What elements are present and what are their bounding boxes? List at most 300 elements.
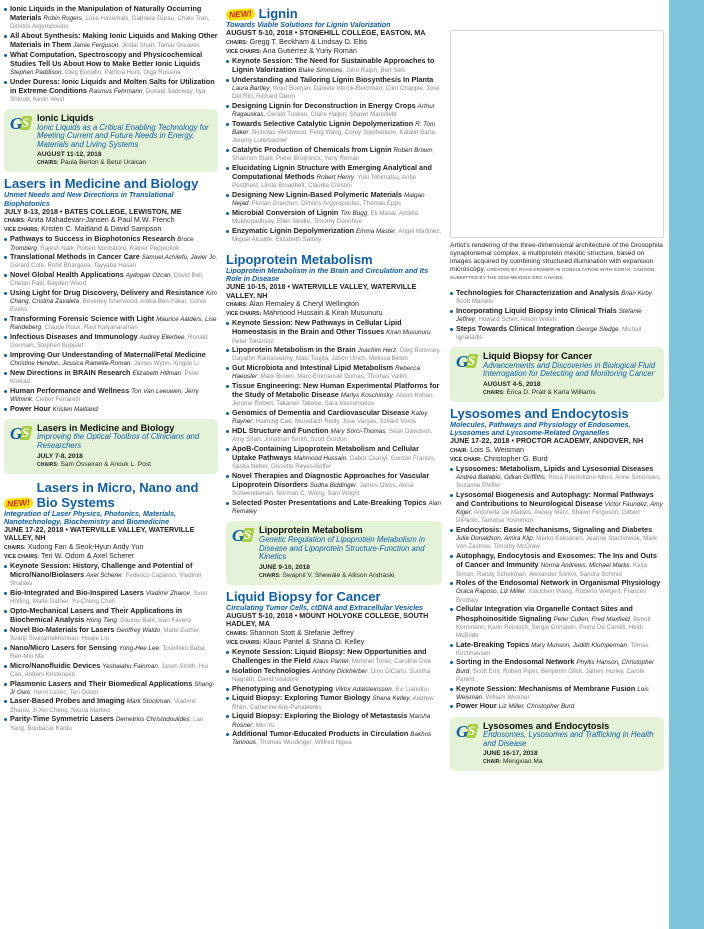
session-speakers: , Rosa Puertollano-Moro, Anne Simonsen, Suzanne Pfeffer <box>456 474 661 490</box>
conference-lipoprotein <box>226 252 442 517</box>
seminar-subtitle: Ionic Liquids as a Critical Enabling Technology for Meeting Current and Future Needs in Energy, Materials and Living Systems <box>37 122 209 149</box>
session-speakers: , Claude Roux, Ravi Kalyanaraman <box>41 324 138 332</box>
grs-box-lipoprotein <box>226 521 442 584</box>
session-title: Novel Global Health Applications <box>10 270 124 280</box>
session-item <box>226 667 442 684</box>
session-lead-speakers: Lois Weisman <box>456 685 649 701</box>
grs-box-lasers-medicine <box>4 419 218 474</box>
session-lead-speakers: Phyllis Hanson, Christopher Burd <box>456 659 655 675</box>
session-speakers: , David Bell, Chetan Patil, Bayden Wood <box>10 272 204 288</box>
conference-subtitle: Circulating Tumor Cells, ctDNA and Extracellular Vesicles <box>226 602 424 612</box>
session-list <box>4 562 218 733</box>
session-title: Understanding and Tailoring Lignin Biosynthesis In Planta <box>232 74 434 84</box>
session-title: Opto-Mechanical Lasers and Their Applications in Biochemical Analysis <box>10 605 183 625</box>
session-title: Selected Poster Presentations and Late-Breaking Topics <box>232 498 427 508</box>
session-lead-speakers: Kiran Musunuru <box>386 329 431 337</box>
session-speakers: , Gabor Csanyi, Gordon Francis, Saska Neher, Gissette Reyes-Soffer <box>232 455 436 471</box>
session-item <box>226 472 442 498</box>
session-item <box>4 351 218 368</box>
session-lead-speakers: Ton Van Leeuwen, Jerry Wilmink <box>10 387 199 403</box>
session-title: Using Light for Drug Discovery, Delivery and Resistance <box>10 288 205 298</box>
session-lead-speakers: Mahmood Hussain <box>293 455 347 463</box>
session-item <box>4 315 218 332</box>
session-item <box>226 57 442 75</box>
session-lead-speakers: Axel Scherer <box>86 572 123 580</box>
session-list <box>450 289 664 342</box>
session-speakers: , Angel Martinez, Miguel Alcalde, Elizabeth Sattely <box>232 227 442 243</box>
session-title: Plasmonic Lasers and Their Biomedical Applications <box>10 678 193 688</box>
session-item <box>226 499 442 516</box>
session-title: Elucidating Lignin Structure with Emerging Analytical and Computational Methods <box>232 162 432 181</box>
chairs-line: CHAIRS: Shannon Stott & Stefanie Jeffrey <box>226 627 354 637</box>
seminar-chairs: CHAIR: Mengxiao Ma <box>483 758 543 766</box>
conference-lasers-micro-nano <box>4 478 218 733</box>
session-lead-speakers: Robert Brown <box>393 146 432 154</box>
session-title: Enzymatic Lignin Depolymerization <box>232 225 355 235</box>
session-item <box>226 76 442 101</box>
session-speakers: , Alison Kohan, Jerome Robert, Takanori Takebe, Sara Vasconcelos <box>232 392 435 408</box>
seminar-title[interactable]: Lysosomes and Endocytosis <box>483 720 610 731</box>
session-item <box>4 78 218 104</box>
session-title: Translational Methods in Cancer Care <box>10 252 140 262</box>
session-speakers: , Malte Gather, Svanji Sivaramakrishnan, Huajie Liu <box>10 626 201 642</box>
seminar-date: JUNE 16-17, 2018 <box>483 750 538 758</box>
session-speakers: , Shannon Stahl, Pieter Bruijnincx, Yuriy Román <box>232 146 434 162</box>
session-item <box>226 164 442 190</box>
session-lead-speakers: Andrea Ballabio, Gillian Griffiths <box>456 474 545 482</box>
session-title: Parity-Time Symmetric Lasers <box>10 714 114 724</box>
session-speakers: , Federico Capasso, Vladimir Shalaev <box>10 572 202 588</box>
session-speakers: , Oleg Butovsky, Gayathri Ramaswamy, Maki Tsujita, Jason Ulrich, Melissa Beton <box>232 347 441 363</box>
session-lead-speakers: George Sledge <box>576 325 619 333</box>
session-lead-speakers: Rebecca Haeusler <box>232 365 420 381</box>
session-lead-speakers: Vladimir Zharov <box>145 590 190 597</box>
session-title: Sorting in the Endosomal Network <box>456 657 575 667</box>
conference-date: JUNE 10-15, 2018 • WATERVILLE VALLEY, WATERVILLE VALLEY, NH <box>226 282 417 300</box>
session-lead-speakers: Bruce Tromberg <box>10 236 194 252</box>
session-title: Steps Towards Clinical Integration <box>456 323 575 333</box>
session-title: All About Synthesis: Making Ionic Liquids and Making Other Materials in Them <box>10 30 218 49</box>
session-speakers: , Oleg Borodin, Patricia Hunt, Olga Russina <box>61 68 181 76</box>
session-item <box>226 346 442 363</box>
session-title: Incorporating Liquid Biopsy into Clinical Trials <box>456 305 617 315</box>
seminar-subtitle: Genetic Regulation of Lipoprotein Metabolism in Disease and Lipoprotein Structure-Function and Kinetics <box>259 534 425 562</box>
session-title: Roles of the Endosomal Network in Organismal Physiology <box>456 578 661 588</box>
session-item <box>4 680 218 697</box>
session-title: Keynote Session: New Pathways in Cellular Lipid Homeostasis in the Brain and Other Tissues <box>232 318 402 337</box>
image-credit: CREATED BY RYAN KRAMER IN CONSULTATION WITH CORI K. CAHOON. SUBMITTED BY THE 2018 MEIOSIS GRC CHAIRS. <box>450 267 656 281</box>
session-speakers: , Peter Tontonoz <box>232 329 433 345</box>
session-speakers: , Toshihiko Baba, Ren-Min Ma <box>10 644 207 660</box>
session-item <box>450 685 664 702</box>
session-title: Transforming Forensic Science with Light <box>10 314 155 324</box>
session-speakers: , James Wynn, Xingde Li <box>130 360 199 368</box>
session-speakers: , Eli Masai, Andrila Mukhopadhyay, Ellen Neidle, Timothy Donohue <box>232 209 419 225</box>
conference-subtitle: Molecules, Pathways and Physiology of Endosomes, Lysosomes and Lysosome-Related Organelles <box>450 419 631 438</box>
session-speakers: , Wout Boerjan, Daniele Werck-Reichhart, Clint Chapple, José Del Río, Richard Dixon <box>232 84 440 101</box>
session-lead-speakers: R. Tom Baker <box>232 120 436 136</box>
grs-box-ionic-liquids <box>4 109 218 172</box>
session-title: Micro/Nanofluidic Devices <box>10 660 101 670</box>
session-title: HDL Structure and Function <box>232 426 329 436</box>
session-item <box>4 271 218 288</box>
session-lead-speakers: Rasmus Fehrmann <box>88 87 143 95</box>
session-speakers: , Donald Sadoway, Ilya Shkrob, Kevin West <box>10 87 206 103</box>
new-badge: NEW! <box>226 8 255 21</box>
grs-logo-icon: G S <box>10 115 34 133</box>
session-title: New Directions in BRAIN Research <box>10 367 131 377</box>
grs-box-lysosomes <box>450 717 664 772</box>
session-lead-speakers: Tim Bugg <box>340 209 368 217</box>
session-lead-speakers: Malgan Nejad <box>232 191 425 207</box>
session-speakers: , Benoit Kornmann, Karin Reinisch, Sergio Grinstein, Pietro De Camilli, Heidi McBride <box>456 615 651 639</box>
session-item <box>226 730 442 747</box>
session-speakers: , Vladimir Zharov, Ji-Xin Cheng, Nicola Martino <box>10 698 197 714</box>
vice-chairs-line: VICE CHAIRS: Kristen C. Maitland & David Sampson <box>4 224 162 234</box>
session-title: Ionic Liquids in the Manipulation of Naturally Occurring Materials <box>10 4 202 22</box>
session-lead-speakers: Klaus Pantel <box>312 658 349 666</box>
session-title: Keynote Session: Liquid Biopsy: New Opportunities and Challenges in the Field <box>232 646 427 666</box>
grs-box-liquid-biopsy <box>450 347 664 402</box>
session-lead-speakers: Shang-Jr Gwo <box>10 680 215 696</box>
session-item <box>4 289 218 314</box>
session-title: Designing Lignin for Deconstruction in Energy Crops <box>232 100 416 110</box>
session-item <box>4 5 218 31</box>
session-item <box>450 658 664 683</box>
vice-chairs-line: VICE CHAIR: Christopher G. Burd <box>450 453 548 463</box>
session-speakers: , Lan Yang, Boubacar Kantu <box>10 716 204 732</box>
session-item <box>4 405 218 414</box>
session-lead-speakers: Kim Chang, Cristina Zavaleta <box>10 290 217 306</box>
session-lead-speakers: Demetrios Christodoulides <box>115 716 190 724</box>
chairs-line: CHAIRS: Anita Mahadevan-Jansen & Paul M.W. French <box>4 215 175 225</box>
session-lead-speakers: Robin Rogers <box>43 14 82 22</box>
session-speakers: , Scott Manalis <box>456 290 654 306</box>
session-lead-speakers: Stephen Paddison <box>10 68 62 76</box>
session-speakers: , William Wickner <box>482 693 530 701</box>
session-speakers: , Peter Konrad <box>10 369 200 386</box>
vice-chairs-line: VICE CHAIRS: Ana Gutiérrez & Yuriy Román <box>226 45 357 55</box>
conference-title[interactable]: Lasers in Medicine and Biology <box>4 176 199 192</box>
session-item <box>226 209 442 226</box>
session-item <box>226 146 442 163</box>
conference-lysosomes <box>450 406 664 712</box>
session-item <box>226 694 442 711</box>
session-title: Tissue Engineering: New Human Experimental Platforms for the Study of Metabolic Disease <box>232 381 440 400</box>
seminar-subtitle: Advancements and Discoveries in Biological Fluid Interrogation for Detecting and Monitoring Cancer <box>483 360 656 379</box>
session-item <box>4 562 218 588</box>
chairs-line: CHAIRS: Xudong Fan & Seok-Hyun Andy Yun <box>4 541 144 551</box>
image-caption: Artist's rendering of the three-dimensional architecture of the Drosophila synaptonemal complex, a multiprotein meiotic structure, based on images acquired by combining structured illumination with expansion microscopy. CREATED BY RYAN KRAMER IN CONSULTATION WITH CORI K. CAHOON. SUBMITTED BY THE 2018 MEIOSIS GRC CHAIRS. <box>450 242 663 281</box>
seminar-chairs: CHAIRS: Paula Berton & Betul Uralcan <box>37 159 147 167</box>
conference-subtitle: Lipoprotein Metabolism in the Brain and Circulation and Its Role in Disease <box>226 265 429 284</box>
session-item <box>226 191 442 208</box>
title-row <box>4 478 218 510</box>
grs-logo-icon: G S <box>10 425 34 443</box>
seminar-title[interactable]: Lasers in Medicine and Biology <box>37 422 175 433</box>
session-speakers: , Jindal Shah, Tamar Greaves <box>118 41 200 49</box>
session-item <box>226 712 442 729</box>
session-item <box>226 427 442 444</box>
session-item <box>4 662 218 679</box>
session-title: Technologies for Characterization and Analysis <box>456 288 620 298</box>
session-item <box>4 607 218 625</box>
session-item <box>226 382 442 408</box>
session-list <box>226 319 442 516</box>
session-speakers: , Haiming Cao, Muredach Reilly, Jose Vargas, Szilard Voros <box>252 418 417 426</box>
column-left <box>4 4 218 733</box>
session-title: Bio-Integrated and Bio-Inspired Lasers <box>10 588 144 597</box>
conference-date: JUNE 17-22, 2018 • PROCTOR ACADEMY, ANDOVER, NH <box>450 436 644 446</box>
session-lead-speakers: Victor Faundez, Amy Kiger <box>456 501 663 517</box>
session-title: Power Hour <box>10 403 51 413</box>
session-title: Nano/Micro Lasers for Sensing <box>10 642 117 652</box>
session-lead-speakers: Samuel Achilefu, Javier Jo <box>141 254 216 262</box>
session-item <box>4 387 218 404</box>
session-title: Isolation Technologies <box>232 665 311 675</box>
session-lead-speakers: Robert Henry <box>316 173 354 181</box>
session-item <box>450 526 664 551</box>
session-speakers: , Henri Lezec, Teri Odom <box>29 688 99 696</box>
session-lead-speakers: Julie Donaldson, Amira Klip <box>456 535 533 543</box>
session-item <box>226 445 442 471</box>
conference-title[interactable]: Lipoprotein Metabolism <box>226 251 373 267</box>
session-title: Lysosomal Biogenesis and Autophagy: Normal Pathways and Contributions to Neurological Disease <box>456 489 654 509</box>
session-speakers: , Scott Emr, Robert Piper, Benjamin Glick, James Hurley, Carole Parent <box>456 667 645 683</box>
seminar-chairs: CHAIRS: Erica D. Pratt & Karla Williams <box>483 388 596 396</box>
conference-subtitle: Integration of Laser Physics, Photonics, Materials, Nanotechnology, Biochemistry and Biomedicine <box>4 508 177 526</box>
session-title: Lysosomes: Metabolism, Lipids and Lysosomal Diseases <box>456 463 654 473</box>
seminar-date: JUNE 9-10, 2018 <box>259 563 310 571</box>
session-speakers: , Xiaochen Wang, Roberto Weigert, Frances Brodsky <box>456 588 647 604</box>
session-lead-speakers: Marsha Rosner <box>232 713 431 729</box>
seminar-title[interactable]: Ionic Liquids <box>37 113 94 124</box>
session-list <box>226 57 442 244</box>
session-item <box>4 235 218 252</box>
session-title: Cellular Integration via Organelle Contact Sites and Phosphoinositide Signaling <box>456 604 633 623</box>
session-title: What Computation, Spectroscopy and Physicochemical Studies Tell Us About How to Make Better Ionic Liquids <box>10 49 203 68</box>
session-title: Liquid Biopsy: Exploring the Biology of Metastasis <box>232 711 408 721</box>
session-lead-speakers: Peter Cullen, Fred Maxfield <box>553 615 630 623</box>
session-item <box>226 364 442 381</box>
session-title: Endocytosis: Basic Mechanisms, Signaling and Diabetes <box>456 525 653 535</box>
session-item <box>450 307 664 324</box>
session-title: Autophagy, Endocytosis and Exosomes: The Ins and Outs of Cancer and Immunity <box>456 551 657 570</box>
session-speakers: , Ronald Germain, Stephen Boppart <box>10 334 208 350</box>
session-speakers: , Nicholas Westwood, Feng Wang, Corey Stephenson, Katalin Barta, Jeremy Luterbacher <box>232 128 437 144</box>
session-item <box>226 120 442 145</box>
session-item <box>450 579 664 604</box>
session-item <box>4 589 218 606</box>
session-speakers: , Cleber Ferrarezi <box>31 395 81 403</box>
session-item <box>450 702 664 711</box>
session-title: Catalytic Production of Chemicals from Lignin <box>232 144 392 154</box>
session-speakers: , Thomas Wurdinger, Wilfred Ngwa <box>255 739 352 747</box>
session-speakers: , Katja Simon, Randy Schekman, Alexander Sorkin, Sandra Schmid <box>456 562 648 578</box>
conference-lasers-medicine <box>4 176 218 413</box>
session-speakers: , Antonella De Matteis, Alexey Merz, Shawn Ferguson, Gilbert DiPaolo, Tamotsu Yoshimori <box>456 509 640 525</box>
session-list <box>450 465 664 712</box>
session-lead-speakers: Mary Sorci-Thomas <box>330 428 386 436</box>
chairs-line: CHAIRS: Gregg T. Beckham & Lindsay D. Eltis <box>226 36 368 46</box>
session-lead-speakers: Arthur Ragauskas <box>232 102 435 118</box>
session-lead-speakers: Yong-Hee Lee <box>118 644 159 652</box>
column-right <box>450 4 664 775</box>
session-title: Pathways to Success in Biophotonics Research <box>10 234 176 244</box>
grs-logo-icon: G S <box>456 723 480 741</box>
session-lead-speakers: Brian Kirby <box>621 290 652 298</box>
session-speakers: , Evi Lianidou <box>391 685 429 693</box>
session-item <box>4 369 218 386</box>
session-item <box>226 648 442 666</box>
session-title: Microbial Conversion of Lignin <box>232 207 339 217</box>
session-title: Infectious Diseases and Immunology <box>10 332 138 342</box>
session-item <box>450 465 664 490</box>
session-speakers: , Sean Davidson, Amy Shah, Jonathan Smith, Scott Gordon <box>232 428 433 444</box>
session-title: Towards Selective Catalytic Lignin Depolymerization <box>232 118 414 128</box>
conference-date: AUGUST 5-10, 2018 • MOUNT HOLYOKE COLLEGE, SOUTH HADLEY, MA <box>226 610 429 629</box>
conference-title[interactable]: Lysosomes and Endocytosis <box>450 405 629 421</box>
session-speakers: , John Ralph, Bert Sels <box>342 66 406 74</box>
session-speakers: , Marko Kaksonen, Jeanne Stachowiak, Mark Von Zastrow, Timothy McGraw <box>456 535 657 551</box>
vice-chairs-line: VICE CHAIRS: Mahmood Hussain & Kiran Musunuru <box>226 308 383 318</box>
session-item <box>450 641 664 658</box>
session-title: Novel Therapies and Diagnostic Approaches for Vascular Lipoprotein Disorders <box>232 471 430 490</box>
session-lead-speakers: Joachim Herz <box>357 347 397 355</box>
session-item <box>226 409 442 426</box>
session-speakers: , Luke Haverhals, Gabriela Gurau, Chieu Tran, Dimitris Argyropoulos <box>10 14 210 30</box>
session-speakers: , James Olvos, Anna Schwendeman, Norman C. Wong, Sam Wright <box>232 482 414 498</box>
title-row <box>226 4 442 21</box>
session-list <box>226 648 442 748</box>
seminar-chairs: CHAIRS: Swapnil V. Shewale & Allison Andraski <box>259 571 395 579</box>
session-item <box>4 644 218 661</box>
session-title: Human Performance and Wellness <box>10 385 130 395</box>
session-speakers: , Florian Graichen, Dimitris Argyropoulos, Thomas Epps <box>248 199 402 207</box>
session-speakers: , Mehmet Toner, Caroline Dive <box>348 658 432 666</box>
session-speakers: , Jason Smith, Hui Cao, Anders Kristensen <box>10 662 209 678</box>
session-lead-speakers: Laura Bartley <box>232 84 270 92</box>
session-lead-speakers: Norma Andrews, Michael Marks <box>540 562 630 570</box>
session-lead-speakers: Stefanie Jeffrey <box>456 307 642 324</box>
side-color-band <box>669 0 704 929</box>
conference-title[interactable]: Lasers in Micro, Nano and Bio Systems <box>36 479 199 510</box>
session-item <box>4 715 218 732</box>
session-speakers: , Mark Brown, Marc-Emmanuel Dumas, Thomas Vallim <box>257 373 408 381</box>
session-item <box>450 325 664 342</box>
session-list <box>4 235 218 413</box>
session-title: ApoB-Containing Lipoprotein Metabolism and Cellular Uptake Pathways <box>232 443 419 463</box>
conference-liquid-biopsy <box>226 589 442 748</box>
session-lead-speakers: Graca Raposo, Liz Miller <box>456 588 525 596</box>
session-lead-speakers: Blake Simmons <box>298 66 343 74</box>
synaptonemal-complex-image <box>450 30 664 238</box>
vice-chairs-line: VICE CHAIRS: Teri W. Odom & Axel Scherer <box>4 551 135 561</box>
session-item <box>226 319 442 345</box>
conference-date: JULY 8-13, 2018 • BATES COLLEGE, LEWISTON, ME <box>4 206 182 216</box>
conference-lignin <box>226 4 442 244</box>
session-lead-speakers: Mary Munson, Judith Klumperman <box>531 641 628 649</box>
session-lead-speakers: Audrey Ellerbee <box>139 334 185 342</box>
vice-chairs-line: VICE CHAIRS: Klaus Pantel & Shana O. Kelley <box>226 637 365 647</box>
session-title: Lipoprotein Metabolism in the Brain <box>232 345 356 355</box>
session-lead-speakers: Hong Tang <box>86 617 117 625</box>
column-middle <box>226 4 442 748</box>
session-title: Under Duress: Ionic Liquids and Molten Salts for Utilization in Extreme Conditions <box>10 76 215 95</box>
session-title: Designing New Lignin-Based Polymeric Materials <box>232 189 403 199</box>
session-item <box>450 552 664 578</box>
session-lead-speakers: Alan Remaley <box>232 500 442 516</box>
seminar-title[interactable]: Liquid Biopsy for Cancer <box>483 351 593 362</box>
session-lead-speakers: Elizabeth Hillman <box>132 369 182 377</box>
session-lead-speakers: Maurice Aalders, Lise Randeberg <box>10 316 217 332</box>
session-item <box>4 626 218 643</box>
conference-title[interactable]: Liquid Biopsy for Cancer <box>226 588 381 604</box>
session-lead-speakers: Yeshaiahu Fainman <box>102 662 158 670</box>
session-lead-speakers: Emma Master <box>356 227 396 235</box>
session-item <box>4 32 218 50</box>
grs-logo-icon: G S <box>456 353 480 371</box>
session-title: Improving Our Understanding of Maternal/Fetal Medicine <box>10 349 206 359</box>
session-title: Keynote Session: The Need for Sustainable Approaches to Lignin Valorization <box>232 55 435 74</box>
seminar-date: AUGUST 4-5, 2018 <box>483 380 541 388</box>
seminar-chairs: CHAIRS: Sam Osseiran & Anouk L. Post <box>37 460 151 468</box>
conference-subtitle: Towards Viable Solutions for Lignin Valorization <box>226 20 391 29</box>
session-title: Liquid Biopsy: Exploring Tumor Biology <box>232 693 371 703</box>
session-item <box>4 697 218 714</box>
chairs-line: CHAIR: Lois S. Weisman <box>450 444 524 454</box>
conference-title[interactable]: Lignin <box>258 6 298 21</box>
session-title: Late-Breaking Topics <box>456 639 530 649</box>
session-item <box>4 51 218 77</box>
session-speakers: , Gerald Tuskan, Claire Halpin, Shawn Mansfield <box>263 110 397 118</box>
session-title: Novel Bio-Materials for Lasers <box>10 624 115 634</box>
conference-date: AUGUST 5-10, 2018 • STONEHILL COLLEGE, EASTON, MA <box>226 28 426 38</box>
seminar-subtitle: Endosomes, Lysosomes and Trafficking in Health and Disease <box>483 730 654 748</box>
session-lead-speakers: Aydogan Ozcan <box>125 272 171 280</box>
session-lead-speakers: Sudha Biddinger <box>309 482 357 490</box>
session-item <box>450 605 664 640</box>
session-title: Additional Tumor-Educated Products in Circulation <box>232 729 409 739</box>
session-lead-speakers: Bakhos Tannous <box>232 731 432 747</box>
session-speakers: , Howard Scher, Alison Welsh <box>474 316 556 324</box>
session-speakers: , Rajesh Naik, Robert Nordstrom, Rainer Pepperkok <box>36 244 180 252</box>
session-speakers: , Min Yu <box>252 721 275 729</box>
session-lead-speakers: Christine Hendon, Jessica Ramella-Roman <box>10 360 131 368</box>
session-item <box>4 333 218 350</box>
conference-date: JUNE 17-22, 2018 • WATERVILLE VALLEY, WATERVILLE VALLEY, NH <box>4 524 195 543</box>
session-lead-speakers: Katey Rayner <box>232 410 428 426</box>
session-title: Laser-Based Probes and Imaging <box>10 696 125 706</box>
seminar-date: AUGUST 11-12, 2018 <box>37 151 102 159</box>
session-lead-speakers: Liz Miller, Christopher Burd <box>498 703 575 711</box>
session-lead-speakers: Anthony Dickherber <box>311 667 368 675</box>
session-title: Phenotyping and Genotyping <box>232 683 334 693</box>
session-title: Keynote Session: Mechanisms of Membrane Fusion <box>456 683 636 693</box>
conference-subtitle: Unmet Needs and New Directions in Translational Biophotonics <box>4 190 174 208</box>
session-speakers: , Gerard Cote, Rohit Bhargava, Tayyaba Hasan <box>10 254 218 270</box>
seminar-date: JULY 7-8, 2018 <box>37 452 83 460</box>
session-title: Keynote Session: History, Challenge and Potential of Micro/Nano/Biolasers <box>10 560 193 580</box>
session-speakers: , Michail Ignatiadis <box>456 325 642 342</box>
session-lead-speakers: Geoffrey Waldo <box>116 626 160 634</box>
new-badge: NEW! <box>4 497 33 510</box>
session-speakers: , Tomas Kirchhausen <box>456 641 649 657</box>
grs-logo-icon: G S <box>232 527 256 545</box>
session-lead-speakers: Jamie Ferguson <box>73 41 119 49</box>
seminar-title[interactable]: Lipoprotein Metabolism <box>259 525 363 536</box>
session-item <box>450 491 664 526</box>
